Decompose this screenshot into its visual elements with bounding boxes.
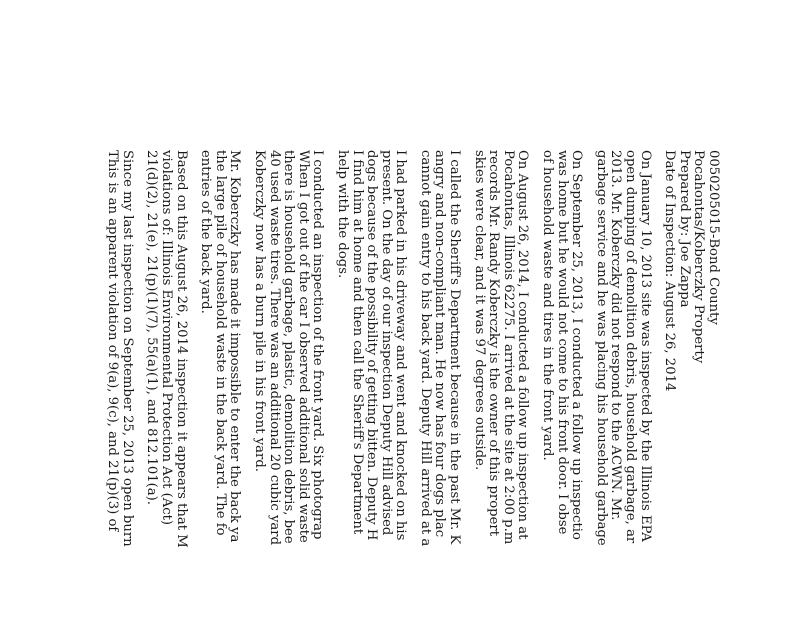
- paragraph-line: entries of the back yard.: [198, 150, 214, 314]
- paragraph-line: Based on this August 26, 2014 inspection it appears that M: [173, 150, 189, 548]
- paragraph-gap: [241, 150, 251, 618]
- paragraph: [539, 150, 583, 618]
- paragraph-line: Pocahontas, Illinois 62275. I arrived at the site at 2:00 p.m: [500, 150, 516, 545]
- paragraph-line: the large pile of household waste in the back yard. The fo: [212, 150, 228, 536]
- document-paragraphs: [105, 150, 662, 618]
- paragraph-line: When I got out of the car I observed additional solid waste: [295, 150, 311, 543]
- paragraph-gap: [324, 150, 334, 618]
- paragraph-line: angry and non-compliant man. He now has four dogs plac: [432, 150, 448, 538]
- paragraph-line: help with the dogs.: [334, 150, 350, 279]
- paragraph-line: Mr. Koberczky has made it impossible to enter the back ya: [227, 150, 243, 543]
- paragraph-line: I called the Sheriff's Department because in the past Mr. K: [447, 150, 463, 545]
- paragraph-line: On September 25, 2013, I conducted a follow up inspectio: [569, 150, 585, 540]
- paragraph: [471, 150, 529, 618]
- paragraph-line: 2013. Mr. Koberczky did not respond to the ACWN. Mr.: [608, 150, 624, 521]
- paragraph-line: Since my last inspection on September 25, 2013 open burn: [119, 150, 135, 547]
- paragraph-line: of household waste and tires in the front yard.: [540, 150, 556, 461]
- paragraph-line: garbage service and he was placing his household garbage: [593, 150, 609, 546]
- paragraph-gap: [134, 150, 144, 618]
- paragraph-line: violations of: Illinois Environmental Protection Act (Act): [159, 150, 174, 526]
- paragraph-line: skies were clear, and it was 97 degrees outside.: [471, 150, 487, 471]
- paragraph-line: was home but he would not come to his front door. I obse: [554, 150, 570, 535]
- paragraph-line: open dumping of demolition debris, household garbage, ar: [623, 150, 639, 544]
- paragraph-gap: [652, 150, 662, 618]
- paragraph: [251, 150, 324, 618]
- paragraph: [144, 150, 188, 618]
- paragraph-line: present. On the day of our inspection Deputy Hill advised: [378, 150, 394, 536]
- paragraph: [198, 150, 242, 618]
- paragraph-line: 21(d)(2), 21(e), 21(p)(1)(7), 55(a)(1), and 812.101(a).: [144, 150, 160, 505]
- paragraph-line: I find him at home and then call the Sheriff's Department: [349, 150, 365, 535]
- paragraph-line: On August 26, 2014, I conducted a follow up inspection at: [515, 150, 531, 540]
- document-header: [662, 150, 720, 618]
- paragraph-gap: [583, 150, 593, 618]
- paragraph-line: dogs because of the possibility of getting bitten. Deputy H: [364, 150, 380, 541]
- paragraph-line: I conducted an inspection of the front yard. Six photograp: [310, 150, 326, 540]
- paragraph-gap: [461, 150, 471, 618]
- paragraph-line: cannot gain entry to his back yard. Deputy Hill arrived at a: [417, 150, 433, 547]
- paragraph-gap: [188, 150, 198, 618]
- paragraph-line: I had parked in his driveway and went and knocked on his: [393, 150, 409, 541]
- property-name: Pocahontas/Koberczky Property: [691, 150, 707, 364]
- paragraph-gap: [529, 150, 539, 618]
- paragraph-line: Koberczky now has a burn pile in his front yard.: [251, 150, 267, 472]
- rotated-document-body: [105, 150, 721, 618]
- paragraph: [105, 150, 134, 618]
- paragraph-line: records Mr. Randy Koberczky is the owner of this propert: [486, 150, 502, 537]
- prepared-by: Prepared by: Joe Zappa: [676, 150, 692, 308]
- paragraph-line: there is household garbage, plastic, demolition debris, bee: [281, 150, 297, 544]
- paragraph: [334, 150, 407, 618]
- paragraph-line: 40 used waste tires. There was an additional 20 cubic yard: [266, 150, 282, 546]
- inspection-date: Date of Inspection: August 26, 2014: [662, 150, 678, 392]
- paragraph-gap: [407, 150, 417, 618]
- case-number: 0050205015-Bond County: [706, 150, 721, 325]
- paragraph: [593, 150, 651, 618]
- paragraph: [417, 150, 461, 618]
- paragraph-line: This is an apparent violation of 9(a), 9(c), and 21(p)(3) of: [105, 150, 121, 532]
- paragraph-line: On January 10, 2013 site was inspected by the Illinois EPA: [637, 150, 653, 542]
